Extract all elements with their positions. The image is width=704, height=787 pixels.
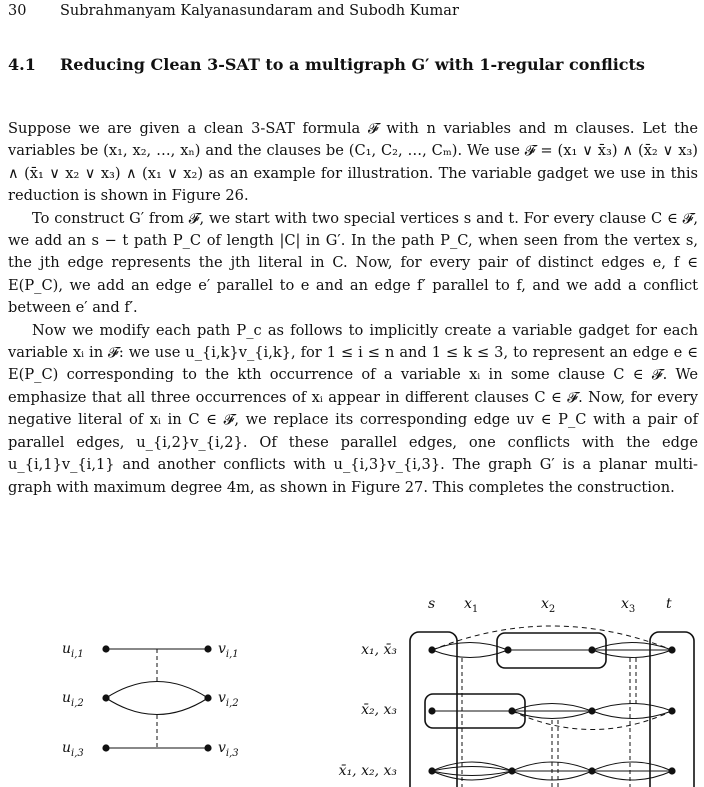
row3-edge-a-mid2 bbox=[432, 771, 512, 776]
paragraph-2: To construct G′ from 𝓕, we start with two special vertices s and t. For every clause C ∈ 𝓕, we add an s − t path P_C of length |C| in G′. In the path P_C, when seen from the vertex s, the jth edge represents the jth literal in C. Now, for every pair of distinct edges e, f ∈ E(P_C), we add an edge e′ parallel to e and an edge f′ parallel to f, and we add a conflict between e′ and f′. bbox=[8, 209, 698, 317]
row3-edge-c-lower bbox=[592, 771, 672, 780]
figure-area bbox=[0, 580, 704, 787]
label-v-3: $v_{i,3}$ bbox=[218, 740, 239, 759]
page-number: 30 bbox=[8, 3, 27, 19]
edge-u2-v2-lower bbox=[106, 698, 208, 715]
row1-edge-b-lower bbox=[592, 650, 672, 658]
row3-vertex-b bbox=[588, 767, 595, 774]
column-label-x2: $x_2$ bbox=[541, 596, 556, 615]
paragraph-1: Suppose we are given a clean 3-SAT formula 𝓕 with n variables and m clauses. Let the variables be (x₁, x₂, …, xₙ) and the clauses be (C₁, C₂, …, Cₘ). We use 𝓕 = (x₁ ∨ x̄₃) ∧ (x̄₂ ∨ x₃) ∧ (x̄₁ ∨ x₂ ∨ x₃) ∧ (x₁ ∨ x₂) as an example for illustration. The variable gadget we use in this reduction is shown in Figure 26. bbox=[8, 120, 698, 205]
column-label-t: t bbox=[666, 596, 672, 612]
row3-vertex-a bbox=[508, 767, 515, 774]
paragraph-3: Now we modify each path P_c as follows to implicitly create a variable gadget for each variable xᵢ in 𝓕: we use u_{i,k}v_{i,k}, for 1 ≤ i ≤ n and 1 ≤ k ≤ 3, to represent an edge e ∈ E(P_C) corresponding to the kth occurrence of a variable xᵢ in some clause C ∈ 𝓕. We emphasize that all three occurrences of xᵢ appear in different clauses C ∈ 𝓕. Now, for every negative literal of xᵢ in C ∈ 𝓕, we replace its corresponding edge uv ∈ P_C with a pair of parallel edges, u_{i,2}v_{i,2}. Of these parallel edges, one conflicts with the edge u_{i,1}v_{i,1} and another conflicts with u_{i,3}v_{i,3}. The graph G′ is a planar multi-graph with maximum degree 4m, as shown in Figure 27. This completes the construction. bbox=[8, 321, 698, 496]
figure-27-multigraph bbox=[339, 596, 694, 787]
row-label-clause-3: x̄₁, x₂, x₃ bbox=[338, 763, 397, 779]
body-text bbox=[8, 118, 698, 499]
vertex-u2 bbox=[102, 694, 109, 701]
row2-vertex-s bbox=[428, 707, 435, 714]
row-label-clause-1: x₁, x̄₃ bbox=[361, 642, 397, 658]
vertex-v3 bbox=[204, 744, 211, 751]
column-label-x3: $x_3$ bbox=[621, 596, 636, 615]
running-head-authors: Subrahmanyam Kalyanasundaram and Subodh Kumar bbox=[60, 3, 459, 19]
row1-vertex-a bbox=[504, 646, 511, 653]
vertex-u1 bbox=[102, 645, 109, 652]
label-v-2: $v_{i,2}$ bbox=[218, 690, 239, 709]
row3-vertex-s bbox=[428, 767, 435, 774]
row2-edge-b-lower bbox=[512, 711, 592, 719]
row1-vertex-s bbox=[428, 646, 435, 653]
label-u-3: $u_{i,3}$ bbox=[62, 740, 84, 759]
label-v-1: $v_{i,1}$ bbox=[218, 641, 239, 660]
row2-edge-c-lower bbox=[592, 711, 672, 719]
row2-vertex-t bbox=[668, 707, 675, 714]
row-label-clause-2: x̄₂, x₃ bbox=[361, 702, 397, 718]
row2-vertex-a bbox=[508, 707, 515, 714]
edge-u2-v2-upper bbox=[106, 682, 208, 699]
label-u-2: $u_{i,2}$ bbox=[62, 690, 84, 709]
row1-vertex-t bbox=[668, 646, 675, 653]
row3-edge-a-mid1 bbox=[432, 767, 512, 772]
row3-edge-c-upper bbox=[592, 762, 672, 771]
column-label-s: s bbox=[428, 596, 436, 612]
vertex-v2 bbox=[204, 694, 211, 701]
column-label-x1: $x_1$ bbox=[464, 596, 479, 615]
running-head bbox=[8, 3, 459, 19]
row1-vertex-b bbox=[588, 646, 595, 653]
row2-vertex-b bbox=[588, 707, 595, 714]
figures bbox=[0, 580, 704, 787]
label-u-1: $u_{i,1}$ bbox=[62, 641, 84, 660]
section-number: 4.1 bbox=[8, 55, 36, 74]
row2-edge-c-upper bbox=[592, 704, 672, 712]
row1-conflict-arc bbox=[432, 626, 672, 650]
row3-vertex-t bbox=[668, 767, 675, 774]
vertex-u3 bbox=[102, 744, 109, 751]
figure-26-variable-gadget bbox=[62, 641, 239, 759]
row1-edge-b-upper bbox=[592, 643, 672, 651]
section-title: Reducing Clean 3-SAT to a multigraph G′ with 1-regular conflicts bbox=[60, 55, 645, 74]
vertex-v1 bbox=[204, 645, 211, 652]
row2-edge-b-upper bbox=[512, 704, 592, 712]
